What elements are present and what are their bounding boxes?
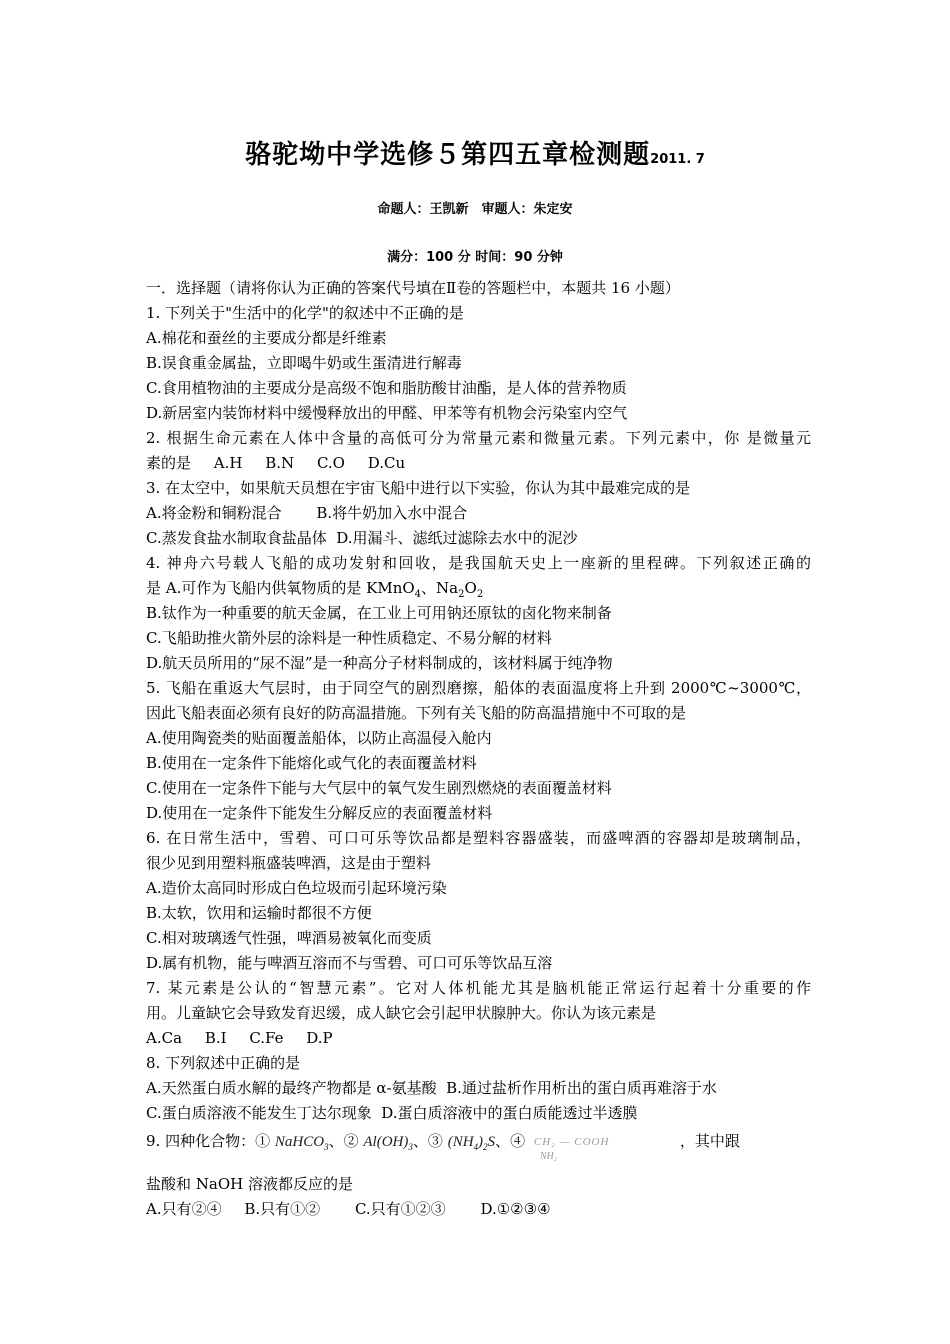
q9-option-a: A.只有②④ (146, 1200, 222, 1218)
q6-stem-line2: 很少见到用塑料瓶盛装啤酒，这是由于塑料 (146, 854, 432, 872)
q7-option-b: B.I (204, 1029, 227, 1047)
q8-option-d: D.蛋白质溶液中的蛋白质能透过半透膜 (381, 1104, 638, 1122)
score-time-line: 满分：100 分 时间：90 分钟 (387, 250, 563, 265)
page-title (0, 134, 950, 171)
q5-option-a: A.使用陶瓷类的贴面覆盖船体，以防止高温侵入舱内 (146, 729, 492, 747)
q9-stem-line1 (146, 1126, 811, 1162)
q7-option-d: D.P (306, 1029, 333, 1047)
exam-content (146, 276, 811, 1222)
q9-stem-line2: 盐酸和 NaOH 溶液都反应的是 (146, 1175, 353, 1193)
q4-sub: 2 (476, 589, 484, 600)
q9-formula-sub: 3 (324, 1142, 329, 1152)
q3-options-ab (146, 501, 811, 526)
q4-option-b: B.钛作为一种重要的航天金属，在工业上可用钠还原钛的卤化物来制备 (146, 604, 612, 622)
title-date: 2011. 7 (650, 152, 705, 167)
glycine-bottom: NH₂ (539, 1151, 558, 1162)
q1-option-d: D.新居室内装饰材料中缓慢释放出的甲醛、甲苯等有机物会污染室内空气 (146, 404, 628, 422)
q6-option-d: D.属有机物，能与啤酒互溶而不与雪碧、可口可乐等饮品互溶 (146, 954, 553, 972)
q3-option-a: A.将金粉和铜粉混合 (146, 504, 282, 522)
q9-formula-sub: 3 (408, 1142, 413, 1152)
q6-option-a: A.造价太高同时形成白色垃圾而引起环境污染 (146, 879, 447, 897)
q9-num-1: ① (255, 1132, 271, 1150)
q9-formula-3b: ) (478, 1134, 484, 1150)
q8-options-cd (146, 1101, 811, 1126)
q9-num-3: ③ (427, 1132, 443, 1150)
q3-options-cd (146, 526, 811, 551)
q2-stem-line2 (146, 451, 811, 476)
q7-option-a: A.Ca (146, 1029, 183, 1047)
q3-option-b: B.将牛奶加入水中混合 (316, 504, 468, 522)
q9-sep: 、 (328, 1132, 344, 1150)
q4-option-d: D.航天员所用的“尿不湿”是一种高分子材料制成的，该材料属于纯净物 (146, 654, 613, 672)
q9-formula-3 (448, 1134, 495, 1150)
q7-stem-line1: 7. 某元素是公认的“智慧元素”。它对人体机能尤其是脑机能正常运行起着十分重要的作 (146, 979, 811, 997)
q9-sep: 、 (412, 1132, 428, 1150)
q9-num-2: ② (343, 1132, 359, 1150)
q8-option-b: B.通过盐析作用析出的蛋白质再难溶于水 (446, 1079, 717, 1097)
q6-stem-line1: 6. 在日常生活中，雪碧、可口可乐等饮品都是塑料容器盛装，而盛啤酒的容器却是玻璃制品， (146, 829, 811, 847)
q4-option-a-o: O (464, 579, 477, 597)
q5-option-c: C.使用在一定条件下能与大气层中的氧气发生剧烈燃烧的表面覆盖材料 (146, 779, 612, 797)
q5-stem-line1: 5. 飞船在重返大气层时，由于同空气的剧烈磨擦，船体的表面温度将上升到 2000℃~3000℃， (146, 679, 811, 697)
q1-option-c: C.食用植物油的主要成分是高级不饱和脂肪酸甘油酯，是人体的营养物质 (146, 379, 627, 397)
q9-formula-sub: 2 (483, 1142, 488, 1152)
q9-formula-sub: 4 (473, 1142, 479, 1152)
title-text: 骆驼坳中学选修５第四五章检测题 (245, 140, 651, 170)
q9-formula-2 (363, 1134, 413, 1150)
glycine-top: CH₂ — COOH (533, 1136, 610, 1148)
q9-formula-4-glycine (530, 1129, 680, 1162)
q5-stem-line2: 因此飞船表面必须有良好的防高温措施。下列有关飞船的防高温措施中不可取的是 (146, 704, 687, 722)
q4-option-a (146, 576, 811, 601)
q8-option-a: A.天然蛋白质水解的最终产物都是 α-氨基酸 (146, 1079, 437, 1097)
q7-options (146, 1026, 811, 1051)
q3-stem: 3. 在太空中，如果航天员想在宇宙飞船中进行以下实验，你认为其中最难完成的是 (146, 479, 691, 497)
q2-option-d: D.Cu (367, 454, 406, 472)
q6-option-c: C.相对玻璃透气性强，啤酒易被氧化而变质 (146, 929, 432, 947)
q9-sep: 、 (495, 1132, 511, 1150)
q9-formula-3c: S (487, 1134, 496, 1150)
q9-formula-1-text: NaHCO (274, 1134, 325, 1150)
q2-option-a: A.H (213, 454, 243, 472)
q8-stem: 8. 下列叙述中正确的是 (146, 1054, 301, 1072)
q9-option-d: D.①②③④ (480, 1200, 551, 1218)
q4-option-c: C.飞船助推火箭外层的涂料是一种性质稳定、不易分解的材料 (146, 629, 552, 647)
q2-stem-end: 素的是 (146, 454, 192, 472)
q5-option-b: B.使用在一定条件下能熔化或气化的表面覆盖材料 (146, 754, 477, 772)
q7-option-c: C.Fe (249, 1029, 284, 1047)
q5-option-d: D.使用在一定条件下能发生分解反应的表面覆盖材料 (146, 804, 493, 822)
q3-option-c: C.蒸发食盐水制取食盐晶体 (146, 529, 327, 547)
q8-options-ab (146, 1076, 811, 1101)
q4-sub: 2 (458, 589, 465, 600)
q9-num-4: ④ (510, 1132, 526, 1150)
q1-option-b: B.误食重金属盐，立即喝牛奶或生蛋清进行解毒 (146, 354, 462, 372)
q2-stem-line1: 2. 根据生命元素在人体中含量的高低可分为常量元素和微量元素。下列元素中，你 是微量元 (146, 429, 811, 447)
q9-stem-prefix: 9. 四种化合物： (146, 1132, 256, 1150)
q6-option-b: B.太软，饮用和运输时都很不方便 (146, 904, 372, 922)
q9-options (146, 1197, 811, 1222)
q9-formula-3a: (NH (447, 1134, 474, 1150)
q9-option-c: C.只有①②③ (354, 1200, 446, 1218)
q3-option-d: D.用漏斗、滤纸过滤除去水中的泥沙 (336, 529, 578, 547)
q4-option-a-text: 是 A.可作为飞船内供氧物质的是 KMnO (146, 579, 415, 597)
section-heading: 一．选择题（请将你认为正确的答案代号填在Ⅱ卷的答题栏中，本题共 16 小题） (146, 279, 680, 297)
q4-option-a-mid: 、Na (421, 579, 459, 597)
q8-option-c: C.蛋白质溶液不能发生丁达尔现象 (146, 1104, 372, 1122)
q1-option-a: A.棉花和蚕丝的主要成分都是纤维素 (146, 329, 387, 347)
q4-stem-line1: 4. 神舟六号载人飞船的成功发射和回收，是我国航天史上一座新的里程碑。下列叙述正确的 (146, 554, 811, 572)
q2-option-c: C.O (316, 454, 345, 472)
q7-stem-line2: 用。儿童缺它会导致发育迟缓，成人缺它会引起甲状腺肿大。你认为该元素是 (146, 1004, 657, 1022)
authors-line: 命题人：王凯新 审题人：朱定安 (377, 202, 573, 217)
q2-option-b: B.N (265, 454, 295, 472)
q9-option-b: B.只有①② (244, 1200, 321, 1218)
q9-formula-1 (275, 1134, 329, 1150)
q4-sub: 4 (414, 589, 422, 600)
q9-stem-suffix: ，其中跟 (679, 1132, 740, 1150)
q9-formula-2-text: Al(OH) (363, 1134, 409, 1150)
q1-stem: 1. 下列关于"生活中的化学"的叙述中不正确的是 (146, 304, 464, 322)
